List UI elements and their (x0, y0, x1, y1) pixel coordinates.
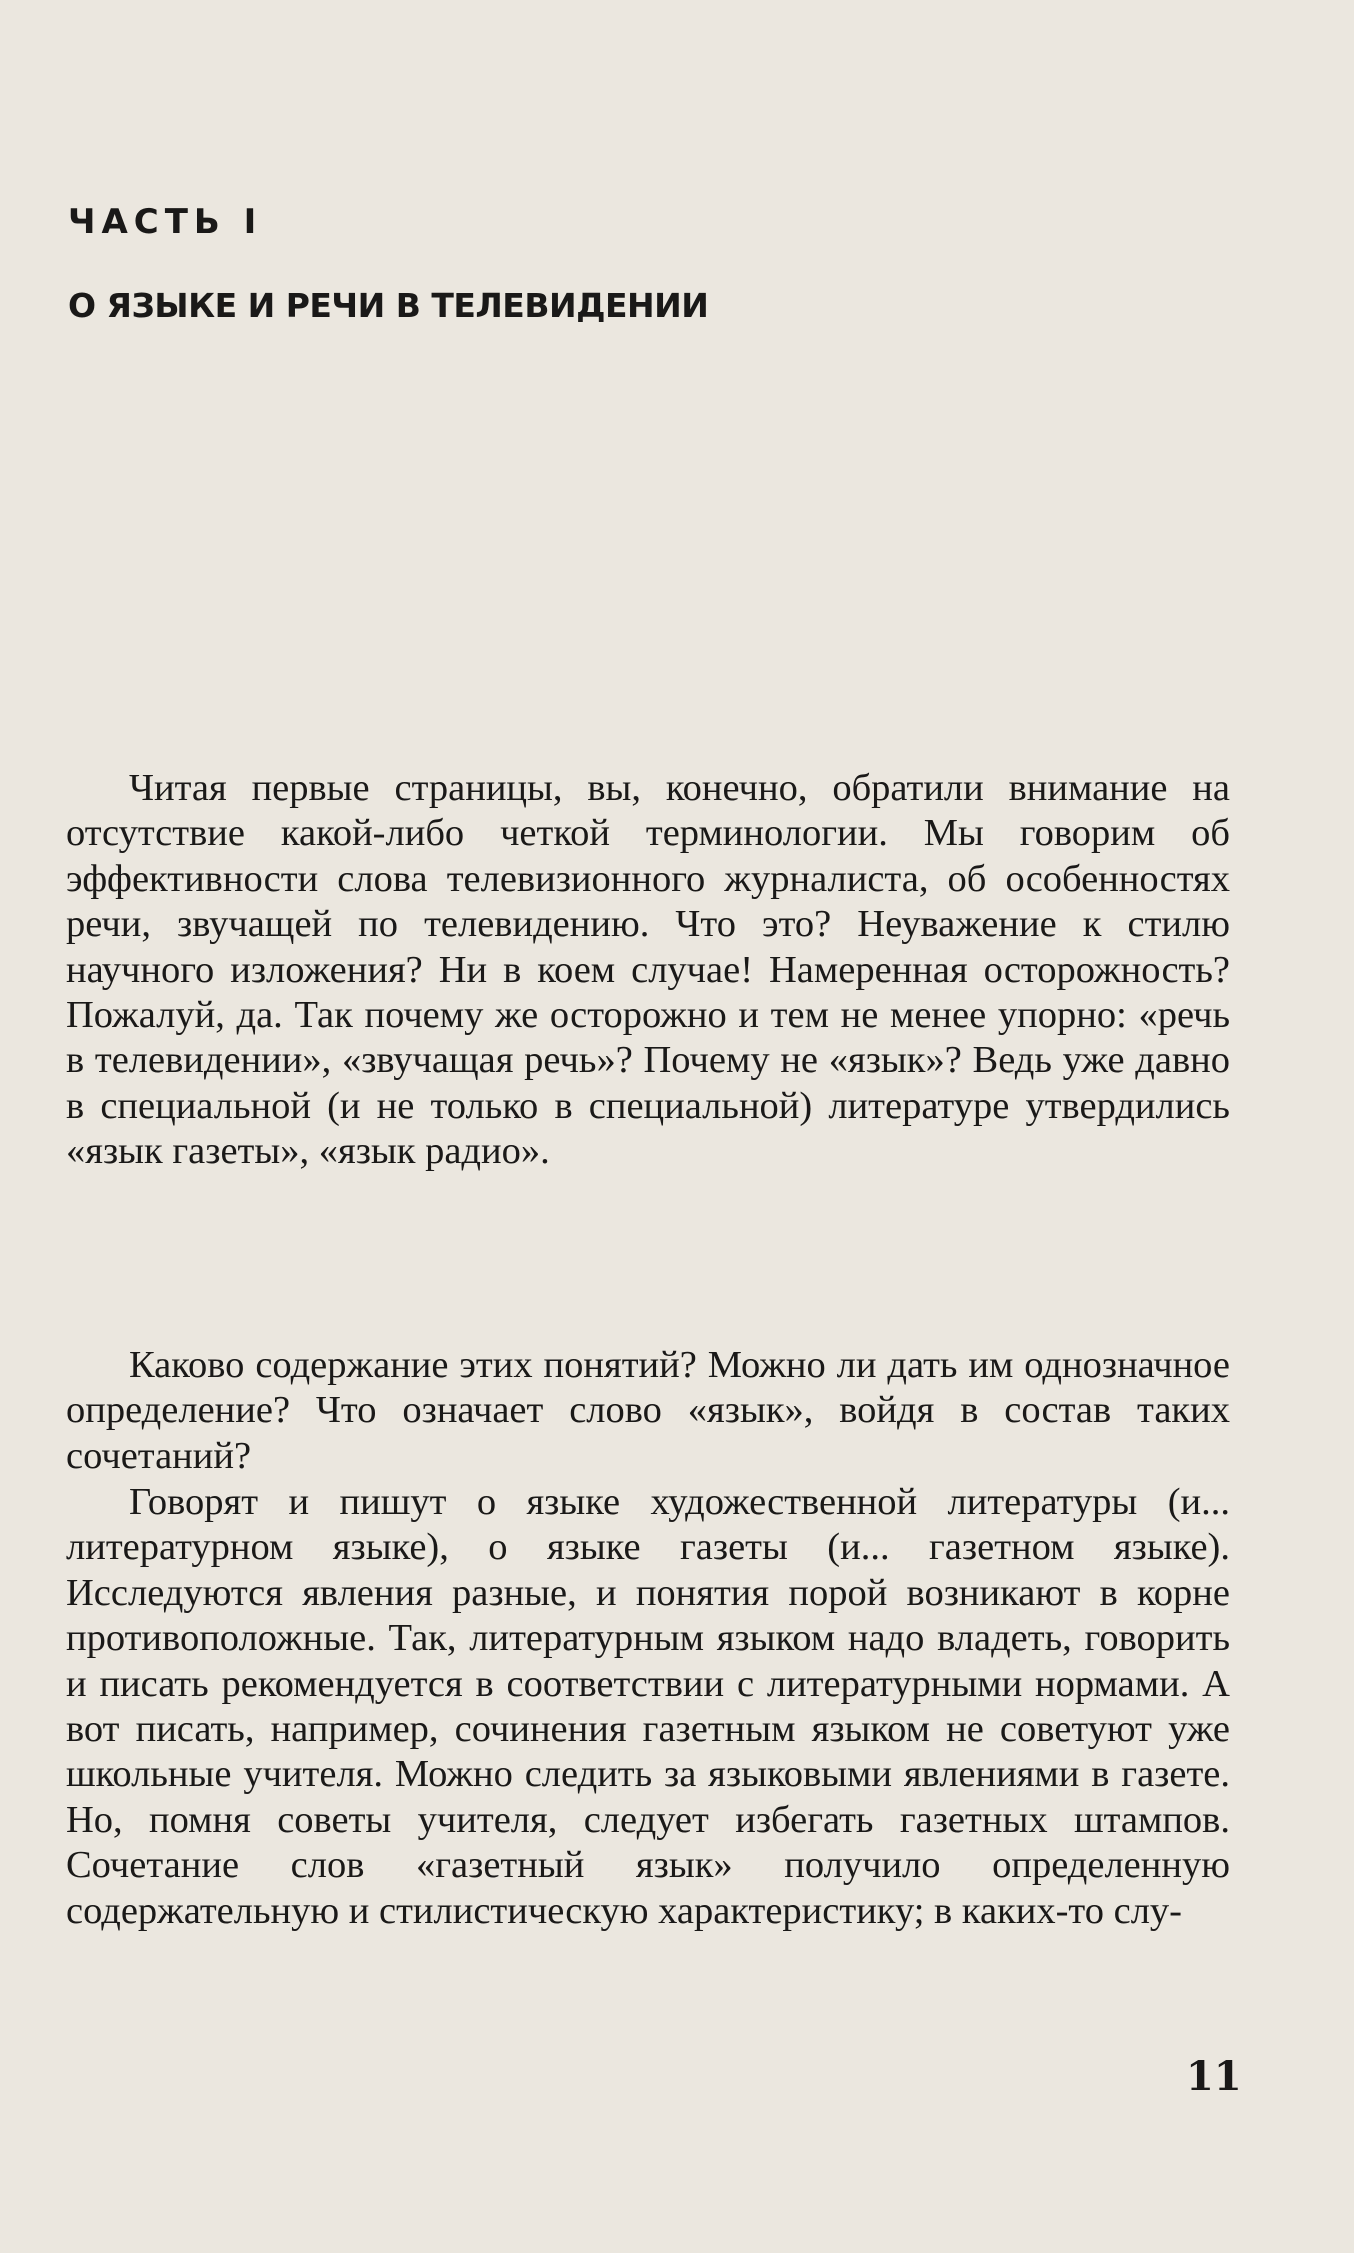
chapter-title: О ЯЗЫКЕ И РЕЧИ В ТЕЛЕВИДЕНИИ (68, 286, 709, 325)
page-number: 11 (1186, 2053, 1242, 2100)
part-label: ЧАСТЬ I (68, 202, 263, 242)
paragraph: Каково содержание этих понятий? Можно ли дать им однозначное определение? Что означает слово «язык», войдя в состав таких сочетаний? (66, 1344, 1230, 1477)
paragraph: Читая первые страницы, вы, конечно, обратили внимание на отсутствие какой-либо четкой терминологии. Мы говорим об эффективности слова телевизионного журналиста, об особенностях речи, звучащей по телевидению. Что это? Неуважение к стилю научного изложения? Ни в коем случае! Намеренная осторожность? Пожалуй, да. Так почему же осторожно и тем не менее упорно: «речь в телевидении», «звучащая речь»? Почему не «язык»? Ведь уже давно в специальной (и не только в специальной) литературе утвердились «язык газеты», «язык радио». (66, 767, 1230, 1173)
paragraph: Говорят и пишут о языке художественной литературы (и... литературном языке), о языке газеты (и... газетном языке). Исследуются явления разные, и понятия порой возникают в корне противоположные. Так, литературным языком надо владеть, говорить и писать рекомендуется в соответствии с литературными нормами. А вот писать, например, сочинения газетным языком не советуют уже школьные учителя. Можно следить за языковыми явлениями в газете. Но, помня советы учителя, следует избегать газетных штампов. Сочетание слов «газетный язык» получило определенную содержательную и стилистическую характеристику; в каких-то слу- (66, 1481, 1230, 1932)
